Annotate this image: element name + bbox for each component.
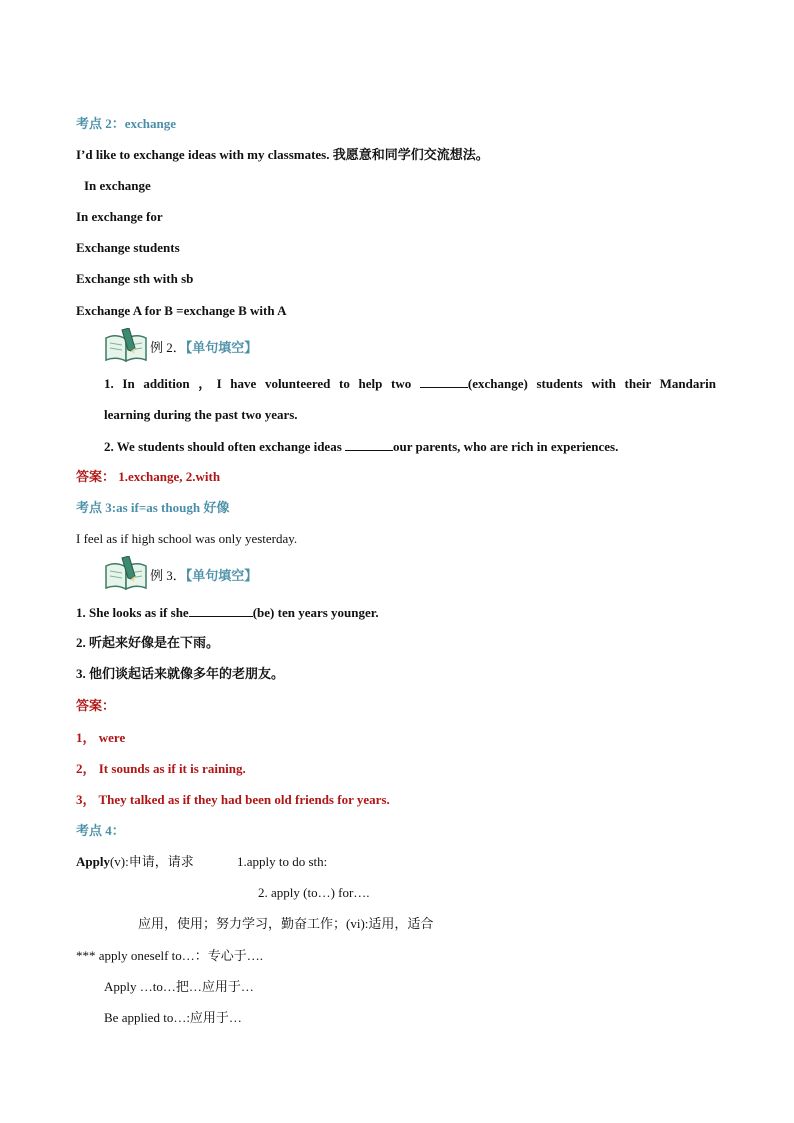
- example-2-q1-cont: learning during the past two years.: [104, 407, 298, 422]
- phrase-2: In exchange for: [76, 209, 163, 224]
- answer-blank[interactable]: [189, 604, 253, 617]
- apply-usage-2: 2. apply (to…) for….: [258, 885, 370, 900]
- answer-blank[interactable]: [345, 438, 393, 451]
- book-pencil-icon: [104, 328, 150, 364]
- phrase-3: Exchange students: [76, 240, 180, 255]
- book-pencil-icon: [104, 556, 150, 592]
- phrase-1: In exchange: [84, 178, 151, 193]
- section2-heading: 考点 2：exchange: [76, 116, 177, 131]
- apply-meanings: 应用，使用；努力学习，勤奋工作；(vi):适用，适合: [138, 916, 434, 931]
- answer-blank[interactable]: [420, 375, 468, 388]
- example-2-title: 【单句填空】: [185, 340, 258, 355]
- example-3-answer-1: 1， were: [76, 730, 126, 745]
- example-2-label: [150, 337, 257, 356]
- example-3-title: 【单句填空】: [185, 568, 258, 583]
- example-3-q1: 1. She looks as if she (be) ten years younger.: [76, 605, 379, 620]
- apply-usage-1: 1.apply to do sth:: [237, 854, 328, 869]
- example-3-answer-3: 3， They talked as if they had been old friends for years.: [76, 792, 390, 807]
- example-3-number: 例 3．: [150, 568, 186, 583]
- example-3-label: [150, 565, 257, 584]
- section4-heading: 考点 4：: [76, 823, 125, 838]
- example-2-number: 例 2．: [150, 340, 186, 355]
- example-3-q2: 2. 听起来好像是在下雨。: [76, 635, 220, 650]
- section3-sentence: I feel as if high school was only yesterday.: [76, 531, 298, 546]
- apply-definition: Apply(v):申请，请求: [76, 854, 194, 869]
- example-3-answer-2: 2， It sounds as if it is raining.: [76, 761, 246, 776]
- example-2-q1: 1. In addition ，I have volunteered to help two (exchange) students with their Mandarin: [104, 376, 716, 391]
- example-2-answer: 答案： 1.exchange, 2.with: [76, 469, 221, 484]
- section3-heading: 考点 3:as if=as though 好像: [76, 500, 230, 515]
- example-3-q3: 3. 他们谈起话来就像多年的老朋友。: [76, 666, 285, 681]
- apply-to: Apply …to…把…应用于…: [104, 979, 254, 994]
- phrase-5: Exchange A for B =exchange B with A: [76, 303, 287, 318]
- example-3-answer-label: 答案：: [76, 698, 116, 713]
- apply-oneself: *** apply oneself to…：专心于….: [76, 948, 264, 963]
- section2-sentence: I’d like to exchange ideas with my classmates. 我愿意和同学们交流想法。: [76, 147, 489, 162]
- be-applied-to: Be applied to…:应用于…: [104, 1010, 242, 1025]
- phrase-4: Exchange sth with sb: [76, 271, 194, 286]
- example-2-q2: 2. We students should often exchange ideas our parents, who are rich in experiences.: [104, 439, 619, 454]
